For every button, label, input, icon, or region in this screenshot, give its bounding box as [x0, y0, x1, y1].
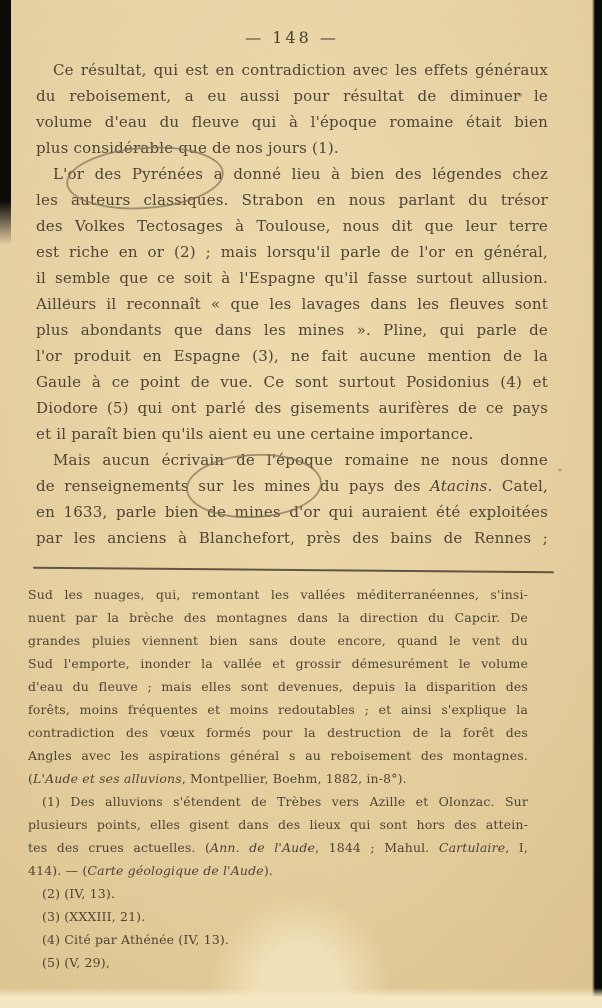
italic-text: Ann. de l'Aude: [210, 840, 316, 855]
paragraph: [36, 447, 548, 551]
paragraph: [28, 928, 528, 951]
paragraph: [28, 790, 528, 882]
page-number: — 148 —: [245, 28, 339, 47]
footnote-separator-rule: [33, 567, 554, 574]
text-line: volume d'eau du fleuve qui à l'époque romaine était bien: [36, 113, 548, 131]
text-line: forêts, moins fréquentes et moins redoutables ; et ainsi s'explique la: [28, 702, 528, 717]
text-line: il semble que ce soit à l'Espagne qu'il fasse surtout allusion.: [36, 269, 548, 287]
text-line: Diodore (5) qui ont parlé des gisements aurifères de ce pays: [36, 399, 548, 417]
text-line: [36, 473, 548, 499]
italic-text: Cartulaire: [438, 840, 506, 855]
paragraph: [28, 882, 528, 905]
text-line: (3) (XXXIII, 21).: [42, 909, 146, 924]
text-line: Sud l'emporte, inonder la vallée et grossir démesurément le volume: [28, 656, 528, 671]
italic-text: Carte géologique de l'Aude: [87, 863, 264, 878]
text-segment: 414). — (: [28, 863, 88, 878]
footnote-block: [28, 583, 528, 974]
text-line: plusieurs points, elles gisent dans des lieux qui sont hors des attein-: [28, 817, 528, 832]
text-line: en 1633, parle bien de mines d'or qui auraient été exploitées: [36, 503, 548, 521]
text-segment: tes des crues actuelles. (: [28, 840, 211, 855]
main-text-block: [36, 57, 548, 551]
scan-edge-right-strip: [592, 0, 602, 1008]
text-segment: , 1844 ; Mahul.: [315, 840, 439, 855]
text-line: d'eau du fleuve ; mais elles sont devenues, depuis la disparition des: [28, 679, 528, 694]
text-line: l'or produit en Espagne (3), ne fait aucune mention de la: [36, 347, 548, 365]
text-line: nuent par la brèche des montagnes dans la direction du Capcir. De: [28, 610, 528, 625]
text-line: (5) (V, 29),: [42, 955, 110, 970]
italic-text: L'Aude et ses alluvions: [33, 771, 182, 786]
text-segment: de renseignements sur les mines du pays des: [36, 477, 431, 495]
text-line: Mais aucun écrivain de l'époque romaine ne nous donne: [53, 451, 548, 469]
text-line: par les anciens à Blanchefort, près des bains de Rennes ;: [36, 529, 548, 547]
text-segment: (: [28, 771, 34, 786]
text-line: [28, 836, 528, 859]
text-line: [28, 859, 528, 882]
text-line: les auteurs classiques. Strabon en nous parlant du trésor: [36, 191, 548, 209]
text-segment: ).: [263, 863, 273, 878]
text-line: [28, 767, 528, 790]
text-line: L'or des Pyrénées a donné lieu à bien des légendes chez: [53, 165, 548, 183]
text-line: est riche en or (2) ; mais lorsqu'il parle de l'or en général,: [36, 243, 548, 261]
text-line: Ce résultat, qui est en contradiction avec les effets généraux: [53, 61, 548, 79]
italic-text: Atacins: [430, 477, 488, 495]
paragraph: [28, 905, 528, 928]
text-line: des Volkes Tectosages à Toulouse, nous dit que leur terre: [36, 217, 548, 235]
text-segment: . Catel,: [487, 477, 548, 495]
text-line: (1) Des alluvions s'étendent de Trèbes vers Azille et Olonzac. Sur: [42, 794, 528, 809]
text-line: plus considérable que de nos jours (1).: [36, 139, 339, 157]
text-line: Gaule à ce point de vue. Ce sont surtout Posidonius (4) et: [36, 373, 548, 391]
paragraph: [28, 583, 528, 790]
scan-edge-bottom-strip: [0, 988, 602, 1008]
paragraph: [28, 951, 528, 974]
paragraph: [36, 161, 548, 447]
text-line: (4) Cité par Athénée (IV, 13).: [42, 932, 229, 947]
text-line: du reboisement, a eu aussi pour résultat de diminuer le: [36, 87, 548, 105]
scan-edge-left-strip: [0, 0, 11, 245]
text-segment: , Montpellier, Boehm, 1882, in-8°).: [181, 771, 407, 786]
text-line: (2) (IV, 13).: [42, 886, 115, 901]
text-line: grandes pluies viennent bien sans doute encore, quand le vent du: [28, 633, 528, 648]
paragraph: [36, 57, 548, 161]
text-line: contradiction des vœux formés pour la destruction de la forêt des: [28, 725, 528, 740]
text-segment: , I,: [505, 840, 528, 855]
text-line: Angles avec les aspirations général s au reboisement des montagnes.: [28, 748, 528, 763]
text-line: plus abondants que dans les mines ». Pline, qui parle de: [36, 321, 548, 339]
text-line: Sud les nuages, qui, remontant les vallées méditerranéennes, s'insi-: [28, 587, 528, 602]
text-line: et il paraît bien qu'ils aient eu une certaine importance.: [36, 425, 474, 443]
text-line: Ailleurs il reconnaît « que les lavages dans les fleuves sont: [36, 295, 548, 313]
